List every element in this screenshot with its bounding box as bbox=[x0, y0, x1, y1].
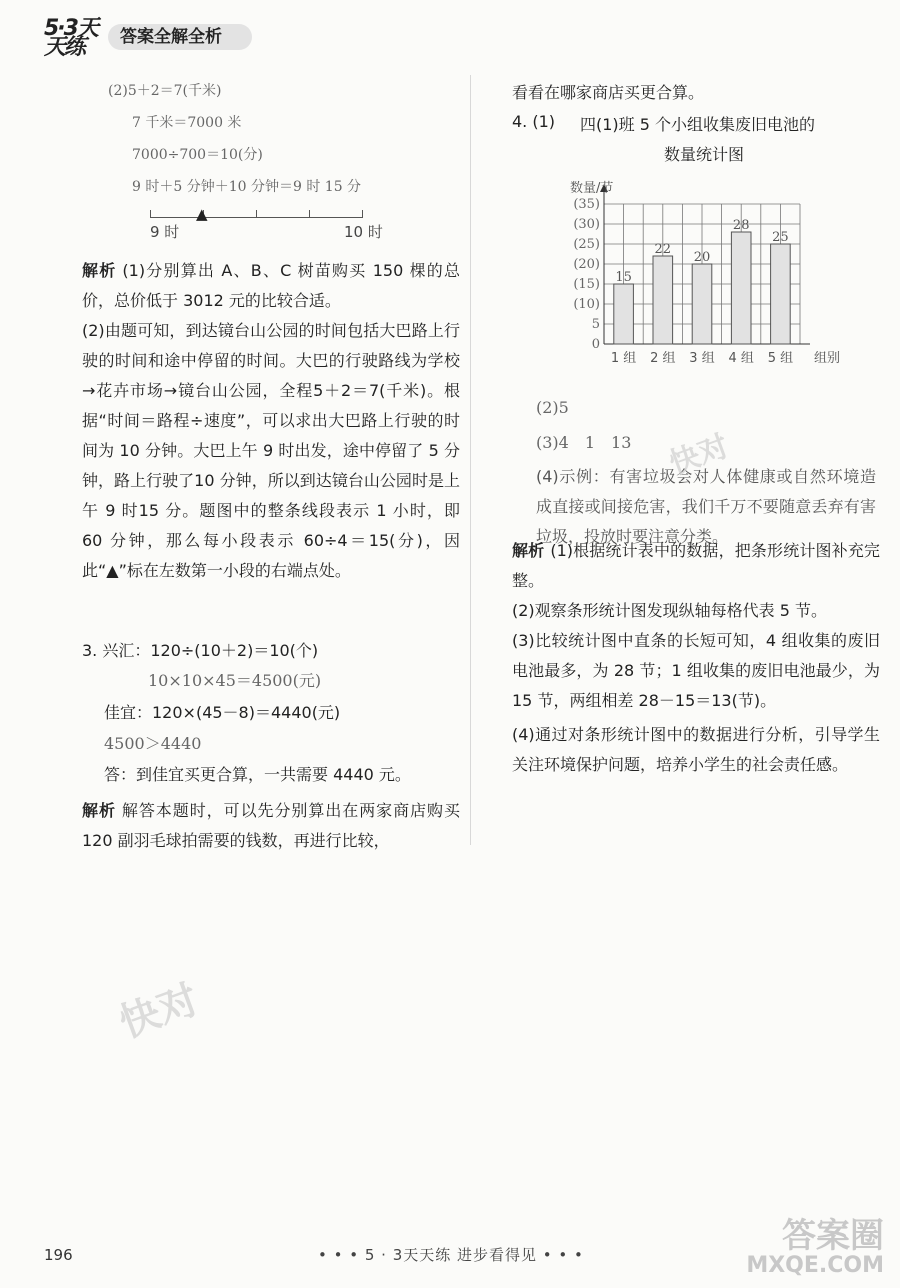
x-tick-label: 2 组 bbox=[650, 351, 676, 366]
analysis-paragraph-right-4: (4)通过对条形统计图中的数据进行分析，引导学生关注环境保护问题，培养小学生的社会责任感。 bbox=[512, 725, 880, 774]
answer-4: (4)示例：有害垃圾会对人体健康或自然环境造成直接或间接危害，我们千万不要随意丢弃有害垃圾，投放时要注意分类。 bbox=[536, 467, 876, 546]
bar bbox=[731, 232, 751, 344]
y-tick-label: (35) bbox=[573, 197, 600, 212]
timeline-tick bbox=[362, 210, 363, 218]
corner-watermark: 答案圈 MXQE.COM bbox=[746, 1216, 884, 1278]
continued-line: 看看在哪家商店买更合算。 bbox=[512, 83, 705, 102]
section-title: 答案全解全析 bbox=[108, 24, 252, 50]
x-tick-label: 5 组 bbox=[767, 351, 794, 366]
bar-value-label: 22 bbox=[654, 242, 672, 257]
triangle-marker-icon: ▲ bbox=[196, 205, 208, 223]
q3-line-2: 10×10×45＝4500(元) bbox=[148, 671, 322, 690]
timeline-start-label: 9 时 bbox=[150, 223, 180, 241]
timeline-tick bbox=[256, 210, 257, 218]
x-axis-label: 组别 bbox=[814, 351, 841, 366]
calc-line-3: 7000÷700＝10(分) bbox=[132, 147, 263, 163]
analysis-paragraph-2: (2)由题可知，到达镜台山公园的时间包括大巴路上行驶的时间和途中停留的时间。大巴的行驶路线为学校→花卉市场→镜台山公园，全程5＋2＝7(千米)。根据“时间＝路程÷速度”，可以求出大巴路上行驶的时间为 10 分钟。大巴上午 9 时出发，途中停留了 5 分钟，路上行驶了10 分钟，所以到达镜台山公园时是上午 9 时15 分。题图中的整条线段表示 1 小时，即 60 分钟，那么每小段表示 60÷4＝15(分)，因此“▲”标在左数第一小段的右端点处。 bbox=[82, 321, 460, 580]
timeline-tick bbox=[309, 210, 310, 218]
y-tick-label: (20) bbox=[573, 257, 600, 272]
stamp-watermark: 快对 bbox=[113, 976, 205, 1048]
stamp-watermark: 快对 bbox=[665, 428, 734, 482]
timeline-diagram bbox=[150, 205, 364, 235]
bar bbox=[614, 284, 634, 344]
calc-line-1: (2)5＋2＝7(千米) bbox=[108, 83, 222, 99]
answer-2: (2)5 bbox=[536, 398, 569, 417]
timeline-end-label: 10 时 bbox=[344, 223, 383, 241]
bar-value-label: 25 bbox=[772, 230, 789, 245]
y-tick-label: (15) bbox=[573, 277, 600, 292]
analysis-tag: 解析 bbox=[82, 261, 117, 280]
series-logo: 5·3天天练 bbox=[44, 16, 97, 60]
bar-value-label: 28 bbox=[732, 218, 750, 233]
y-tick-label: 5 bbox=[591, 317, 600, 332]
y-axis-label: 数量/节 bbox=[570, 181, 614, 196]
footer-slogan: • • • 5 · 3天天练 进步看得见 • • • bbox=[318, 1246, 584, 1264]
x-tick-label: 4 组 bbox=[728, 351, 754, 366]
bar-value-label: 20 bbox=[693, 250, 711, 265]
bar bbox=[771, 244, 791, 344]
timeline-tick bbox=[150, 210, 151, 218]
analysis-paragraph-right-3: (3)比较统计图中直条的长短可知，4 组收集的废旧电池最多，为 28 节；1 组收集的废旧电池最少，为 15 节，两组相差 28－15＝13(节)。 bbox=[512, 631, 880, 710]
analysis-paragraph-right-1: 解析 (1)根据统计表中的数据，把条形统计图补充完整。 bbox=[512, 541, 880, 590]
y-tick-label: 0 bbox=[591, 337, 600, 352]
x-tick-label: 3 组 bbox=[689, 351, 715, 366]
bar bbox=[692, 264, 712, 344]
calc-line-2: 7 千米＝7000 米 bbox=[132, 115, 242, 131]
column-divider bbox=[470, 75, 471, 845]
analysis-paragraph-1: 解析 (1)分别算出 A、B、C 树苗购买 150 棵的总价，总价低于 3012 元的比较合适。 bbox=[82, 261, 460, 310]
chart-title-line-1: 四(1)班 5 个小组收集废旧电池的 bbox=[580, 115, 816, 134]
analysis-paragraph-right-2: (2)观察条形统计图发现纵轴每格代表 5 节。 bbox=[512, 601, 828, 620]
y-tick-label: (25) bbox=[573, 237, 600, 252]
q3-line-1: 3. 兴汇：120÷(10＋2)＝10(个) bbox=[82, 641, 319, 660]
page-number: 196 bbox=[44, 1246, 73, 1264]
analysis-tag: 解析 bbox=[512, 541, 545, 560]
bar bbox=[653, 256, 673, 344]
bar-value-label: 15 bbox=[615, 270, 632, 285]
y-tick-label: (30) bbox=[573, 217, 600, 232]
y-tick-label: (10) bbox=[573, 297, 600, 312]
q4-label: 4. (1) bbox=[512, 112, 556, 131]
bar-chart bbox=[556, 176, 856, 370]
q3-answer: 答：到佳宜买更合算，一共需要 4440 元。 bbox=[104, 765, 411, 784]
analysis-tag: 解析 bbox=[82, 801, 116, 820]
analysis-paragraph-3: 解析 解答本题时，可以先分别算出在两家商店购买 120 副羽毛球拍需要的钱数，再进行比较， bbox=[82, 801, 460, 850]
q3-line-3: 佳宜：120×(45－8)＝4440(元) bbox=[104, 703, 341, 722]
chart-title-line-2: 数量统计图 bbox=[664, 145, 745, 164]
answer-3: (3)4 1 13 bbox=[536, 433, 632, 452]
q3-line-4: 4500＞4440 bbox=[104, 734, 202, 753]
calc-line-4: 9 时＋5 分钟＋10 分钟＝9 时 15 分 bbox=[132, 179, 362, 195]
x-tick-label: 1 组 bbox=[610, 351, 637, 366]
